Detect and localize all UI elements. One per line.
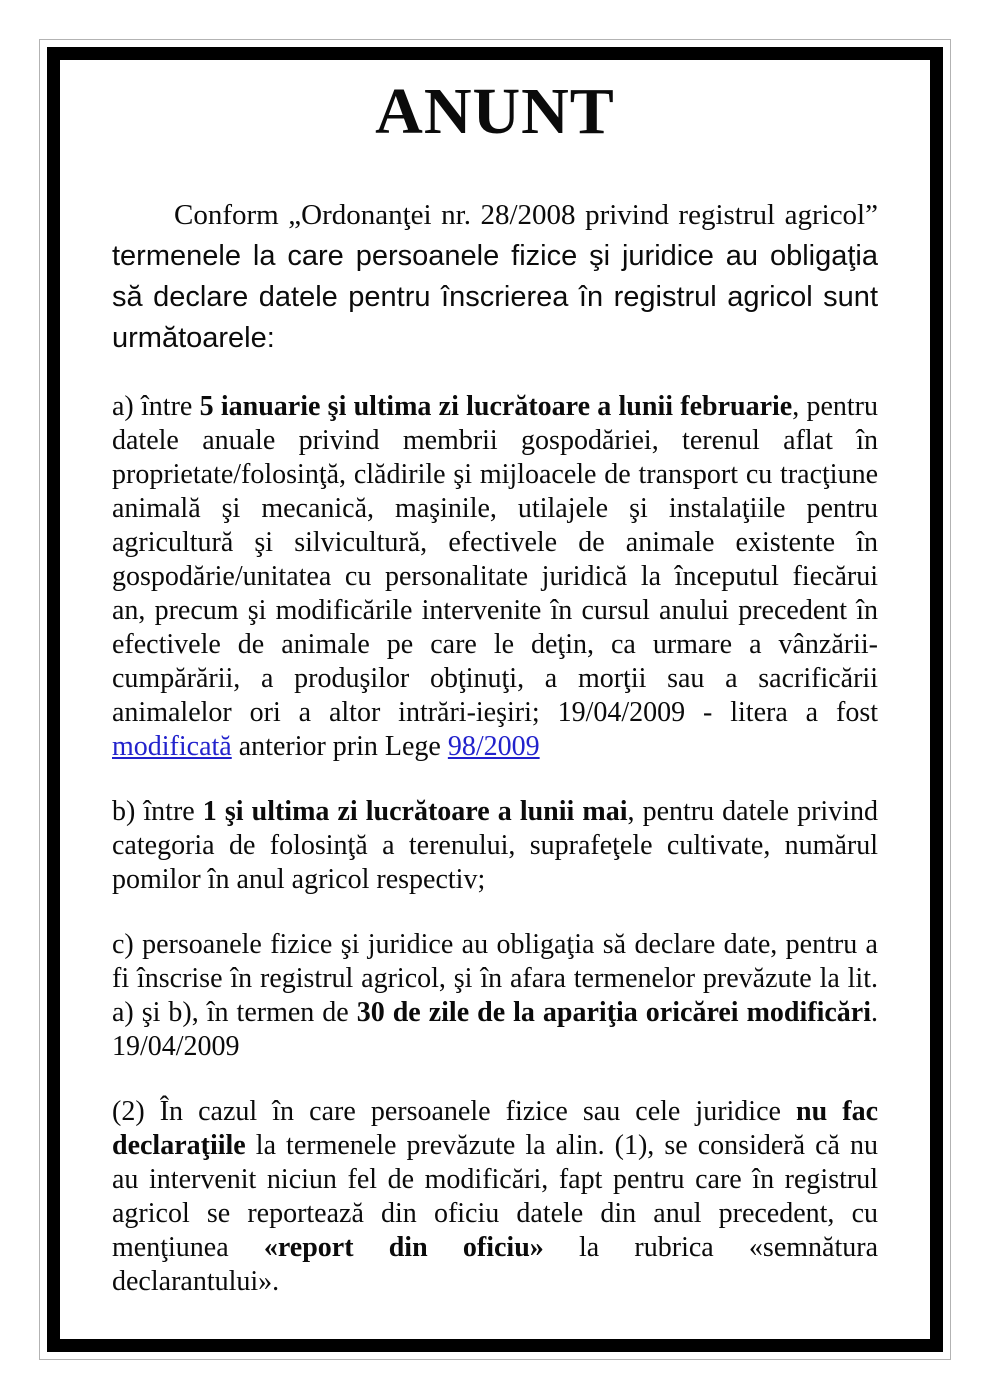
document-border-frame	[47, 47, 943, 1352]
item-a-body: , pentru datele anuale privind membrii gospodăriei, terenul aflat în proprietate/folosinţă, clădirile şi mijloacele de transport cu tracţiune animală şi mecanică, maşinile, utilajele şi instalaţiile pentru agricultură şi silvicultură, efectivele de animale existente în gospodărie/unitatea cu personalitate juridică la începutul fiecărui an, precum şi modificările intervenite în cursul anului precedent în efectivele de animale pe care le deţin, ca urmare a vânzării-cumpărării, a produşilor obţinuţi, a morţii sau a sacrificării animalelor ori a altor intrări-ieşiri; 19/04/2009 - litera a fost	[112, 390, 879, 728]
item-b-body: , pentru datele privind categoria de folosinţă a terenului, suprafeţele cultivate, numărul pomilor în anul agricol respectiv;	[112, 795, 878, 895]
item-b-lead: b) între	[112, 795, 203, 827]
alin-2-body: la termenele prevăzute la alin. (1), se consideră că nu au intervenit niciun fel de modificări, fapt pentru care în registrul agricol se reportează din oficiu datele din anul precedent, cu menţiunea	[112, 1129, 878, 1263]
paragraph-item-c	[112, 928, 878, 1064]
intro-paragraph	[112, 195, 878, 359]
item-c-deadline-bold: 30 de zile de la apariţia oricărei modificări	[356, 996, 871, 1028]
intro-sans-run: termenele la care persoanele fizice şi juridice au obligaţia să declare datele pentru înscrierea în registrul agricol sunt următoarele:	[112, 239, 878, 354]
link-lege-98-2009[interactable]: 98/2009	[447, 730, 540, 762]
paragraph-item-b	[112, 795, 878, 897]
item-c-date: . 19/04/2009	[112, 996, 878, 1062]
alin-2-nufac-bold: nu fac declaraţiile	[112, 1095, 878, 1161]
document-content	[60, 60, 930, 1339]
alin-2-report-bold: «report din oficiu»	[263, 1231, 544, 1263]
link-modificata[interactable]: modificată	[112, 730, 232, 762]
item-a-deadline-bold: 5 ianuarie şi ultima zi lucrătoare a lunii februarie	[199, 390, 793, 422]
paragraph-alin-2	[112, 1095, 878, 1299]
alin-2-lead: (2) În cazul în care persoanele fizice sau cele juridice	[112, 1095, 797, 1127]
item-c-body: c) persoanele fizice şi juridice au obligaţia să declare date, pentru a fi înscrise în registrul agricol, şi în afara termenelor prevăzute la lit. a) şi b), în termen de	[112, 928, 878, 1028]
item-b-deadline-bold: 1 şi ultima zi lucrătoare a lunii mai	[202, 795, 628, 827]
document-title: ANUNT	[375, 75, 615, 148]
item-a-lead: a) între	[112, 390, 200, 422]
alin-2-tail: la rubrica «semnătura declarantului».	[112, 1231, 878, 1297]
item-a-link-sep: anterior prin Lege	[231, 730, 448, 762]
page-outline	[39, 39, 951, 1360]
intro-serif-run: Conform „Ordonanţei nr. 28/2008 privind registrul agricol”	[174, 198, 878, 231]
paragraph-item-a	[112, 390, 878, 764]
